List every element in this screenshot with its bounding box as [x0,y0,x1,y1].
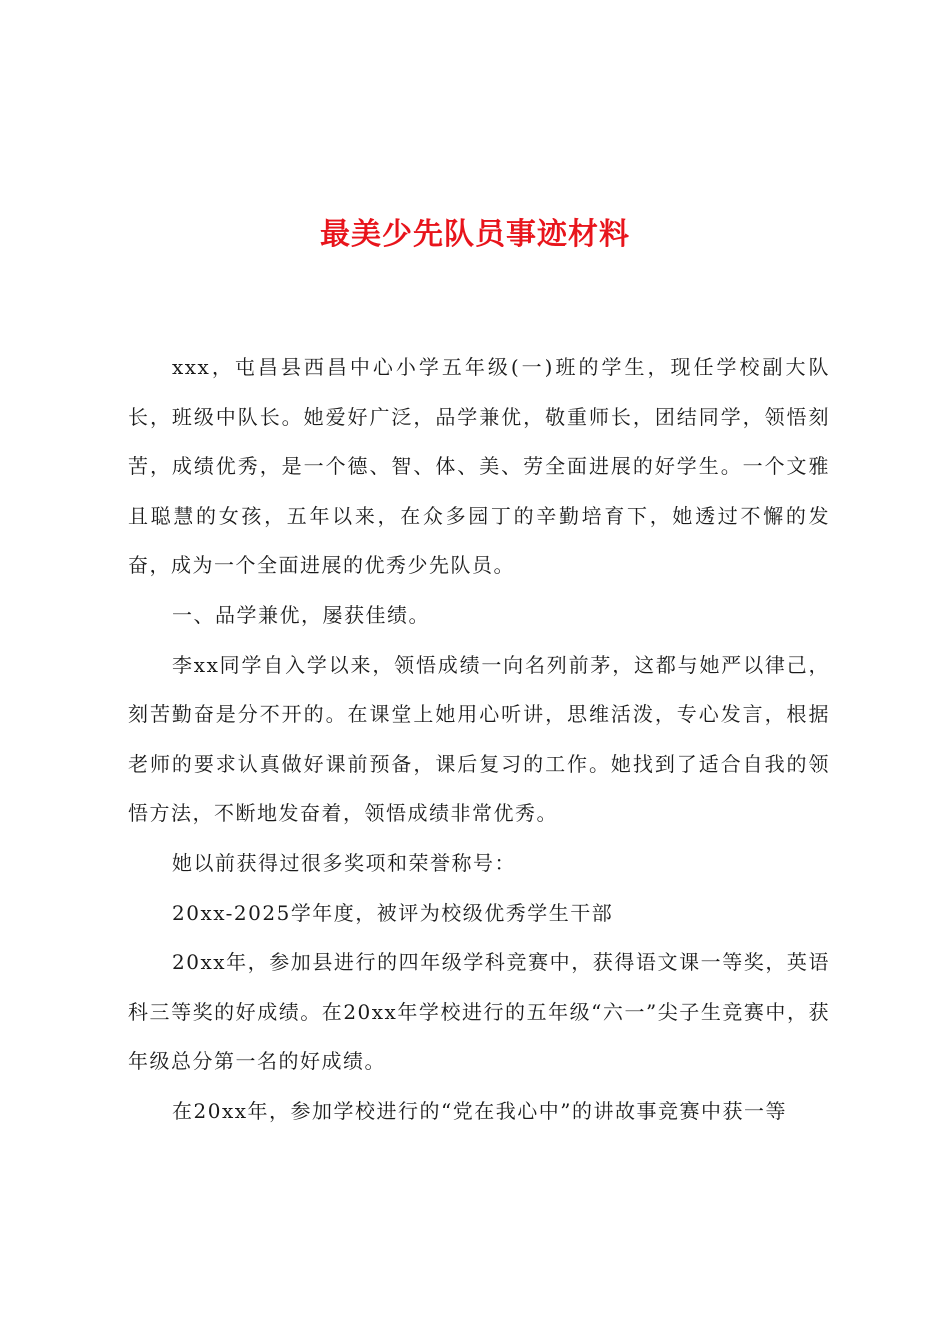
paragraph-intro: xxx，屯昌县西昌中心小学五年级(一)班的学生，现任学校副大队长，班级中队长。她爱好广泛，品学兼优，敬重师长，团结同学，领悟刻苦，成绩优秀，是一个德、智、体、美、劳全面进展的好学生。一个文雅且聪慧的女孩，五年以来，在众多园丁的辛勤培育下，她透过不懈的发奋，成为一个全面进展的优秀少先队员。 [128,355,830,578]
paragraph-study: 李xx同学自入学以来，领悟成绩一向名列前茅，这都与她严以律己，刻苦勤奋是分不开的。在课堂上她用心听讲，思维活泼，专心发言，根据老师的要求认真做好课前预备，课后复习的工作。她找到了适合自我的领悟方法，不断地发奋着，领悟成绩非常优秀。 [128,652,830,826]
document-body [128,343,830,1137]
paragraph-award-cadre: 20xx-2025学年度，被评为校级优秀学生干部 [172,900,614,925]
document-title: 最美少先队员事迹材料 [320,217,630,252]
paragraph-award-storytelling: 在20xx年，参加学校进行的“党在我心中”的讲故事竞赛中获一等 [172,1098,787,1123]
paragraph-award-competition: 20xx年，参加县进行的四年级学科竞赛中，获得语文课一等奖，英语科三等奖的好成绩。在20xx年学校进行的五年级“六一”尖子生竞赛中，获年级总分第一名的好成绩。 [128,950,830,1074]
paragraph-awards-intro: 她以前获得过很多奖项和荣誉称号： [172,850,516,875]
paragraph-section-heading: 一、品学兼优，屡获佳绩。 [172,602,430,627]
